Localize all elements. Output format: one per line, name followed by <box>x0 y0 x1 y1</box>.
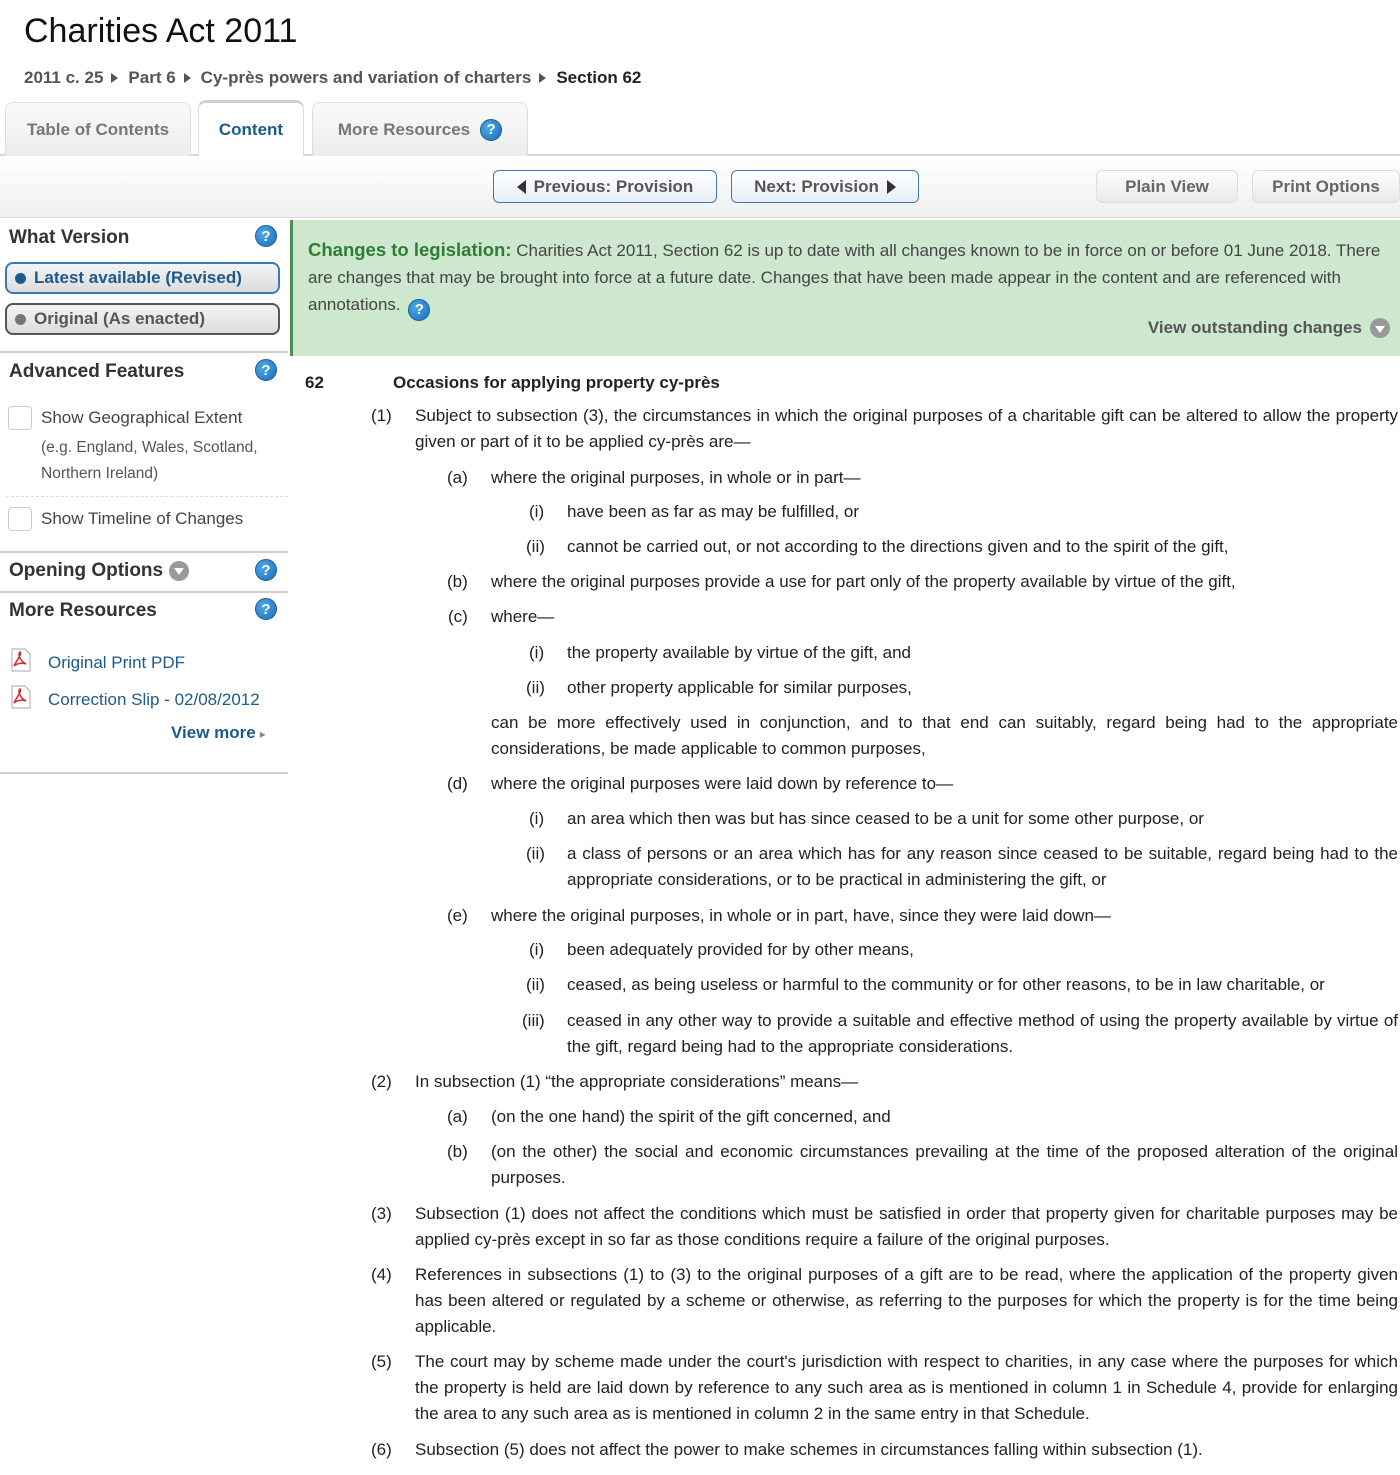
expand-arrow-icon[interactable] <box>169 561 189 581</box>
clause-text: Subsection (1) does not affect the conditions which must be satisfied in order that property given for charitable purposes may be applied cy-près except in so far as those conditions require a failure of the original purposes. <box>415 1204 1398 1249</box>
advanced-features-heading: Advanced Features <box>9 361 185 382</box>
original-version-button[interactable] <box>5 303 280 335</box>
latest-version-button[interactable] <box>5 262 280 294</box>
opening-options-label: Opening Options <box>9 560 164 581</box>
geographical-extent-example: (e.g. England, Wales, Scotland, <box>41 439 258 456</box>
clause-text: where the original purposes, in whole or in part— <box>491 468 861 487</box>
button-label: Previous: Provision <box>533 176 694 196</box>
selected-dot-icon <box>15 273 26 284</box>
changes-to-legislation-panel <box>290 220 1400 356</box>
clause-number: (i) <box>529 502 545 521</box>
clause-text: been adequately provided for by other means, <box>567 940 914 959</box>
clause-text: a class of persons or an area which has for any reason since ceased to be suitable, regard being had to the appropriate considerations, or to be practical in administering the gift, or <box>567 844 1398 889</box>
previous-provision-button[interactable] <box>493 170 717 203</box>
help-icon[interactable]: ? <box>480 119 502 141</box>
button-label: Next: Provision <box>754 176 879 196</box>
breadcrumb-item-section: Section 62 <box>556 68 642 87</box>
divider <box>0 772 288 774</box>
original-print-pdf-link[interactable]: Original Print PDF <box>48 653 185 672</box>
button-label: Plain View <box>1125 176 1209 196</box>
clause-text: ceased in any other way to provide a suitable and effective method of using the property available by virtue of the gift, regard being had to the appropriate considerations. <box>567 1011 1398 1056</box>
clause-number: (3) <box>371 1204 392 1223</box>
tab-label: Table of Contents <box>26 119 170 139</box>
help-icon[interactable]: ? <box>255 225 277 247</box>
breadcrumb-arrow-icon <box>111 73 118 83</box>
clause-text: References in subsections (1) to (3) to the original purposes of a gift are to be read, where the application of the property given has been altered or regulated by a scheme or otherwise, as referring to the purposes for which the property is for the time being applicable. <box>415 1265 1398 1336</box>
opening-options-heading[interactable] <box>9 560 189 582</box>
clause-number: (d) <box>447 774 468 793</box>
clause-number: (ii) <box>526 678 545 697</box>
clause-text: (on the other) the social and economic circumstances prevailing at the time of the proposed alteration of the original purposes. <box>491 1142 1398 1187</box>
divider <box>0 551 288 553</box>
clause-number: (a) <box>447 468 468 487</box>
tab-label: More Resources <box>337 119 471 139</box>
clause-number: (ii) <box>526 537 545 556</box>
chevron-right-icon <box>887 180 896 194</box>
divider <box>6 496 288 497</box>
what-version-heading: What Version <box>9 227 130 248</box>
clause-text: In subsection (1) “the appropriate considerations” means— <box>415 1072 859 1091</box>
tab-bar <box>0 102 1400 156</box>
breadcrumb-item-act[interactable]: 2011 c. 25 <box>24 68 104 87</box>
clause-number: (1) <box>371 406 392 425</box>
tab-content[interactable] <box>198 100 304 156</box>
expand-arrow-icon <box>1370 318 1390 338</box>
pdf-icon <box>10 648 32 672</box>
section-heading: Occasions for applying property cy-près <box>393 373 720 392</box>
tab-table-of-contents[interactable] <box>5 102 191 156</box>
correction-slip-link[interactable]: Correction Slip - 02/08/2012 <box>48 690 260 709</box>
clause-number: (b) <box>447 572 468 591</box>
help-icon[interactable]: ? <box>255 598 277 620</box>
clause-number: (ii) <box>526 844 545 863</box>
clause-number: (b) <box>447 1142 468 1161</box>
clause-text: The court may by scheme made under the court's jurisdiction with respect to charities, in any case where the purposes for which the property is held are laid down by reference to any such area as is mentioned in column 1 in Schedule 4, provide for enlarging the area to any such area as is mentioned in column 2 in the same entry in that Schedule. <box>415 1352 1398 1423</box>
clause-text: cannot be carried out, or not according to the directions given and to the spirit of the gift, <box>567 537 1229 556</box>
clause-text: where the original purposes were laid down by reference to— <box>491 774 954 793</box>
divider <box>0 591 288 593</box>
next-provision-button[interactable] <box>731 170 919 203</box>
tab-more-resources[interactable] <box>312 102 528 156</box>
clause-number: (i) <box>529 809 545 828</box>
breadcrumb-arrow-icon <box>184 73 191 83</box>
page-title: Charities Act 2011 <box>24 12 298 50</box>
dot-icon <box>15 314 26 325</box>
tab-label: Content <box>218 119 284 139</box>
help-icon[interactable]: ? <box>255 559 277 581</box>
toolbar <box>0 158 1400 218</box>
button-label: Print Options <box>1272 176 1380 196</box>
view-outstanding-changes-button[interactable] <box>1148 318 1390 338</box>
clause-text: have been as far as may be fulfilled, or <box>567 502 859 521</box>
clause-number: (2) <box>371 1072 392 1091</box>
geographical-extent-label: Show Geographical Extent <box>41 408 243 427</box>
clause-text: ceased, as being useless or harmful to the community or for other reasons, to be in law charitable, or <box>567 975 1325 994</box>
clause-text: other property applicable for similar purposes, <box>567 678 912 697</box>
clause-number: (e) <box>447 906 468 925</box>
help-icon[interactable]: ? <box>408 299 430 321</box>
clause-number: (4) <box>371 1265 392 1284</box>
button-label: Latest available (Revised) <box>34 268 242 287</box>
clause-text: an area which then was but has since ceased to be a unit for some other purpose, or <box>567 809 1204 828</box>
more-resources-heading: More Resources <box>9 600 157 621</box>
changes-text <box>308 236 1393 321</box>
clause-number: (6) <box>371 1440 392 1459</box>
view-outstanding-label: View outstanding changes <box>1147 318 1362 337</box>
divider <box>0 351 288 353</box>
clause-text: where the original purposes provide a use for part only of the property available by virtue of the gift, <box>491 572 1236 591</box>
help-icon[interactable]: ? <box>255 359 277 381</box>
view-more-link[interactable] <box>171 723 266 743</box>
view-more-label: View more <box>171 723 256 742</box>
geographical-extent-example-2: Northern Ireland) <box>41 465 159 482</box>
plain-view-button[interactable] <box>1096 170 1238 203</box>
clause-number: (iii) <box>522 1011 545 1030</box>
clause-number: (c) <box>448 607 468 626</box>
clause-text: the property available by virtue of the gift, and <box>567 643 911 662</box>
clause-text: Subject to subsection (3), the circumstances in which the original purposes of a charitable gift can be altered to allow the property given or part of it to be applied cy-près are— <box>415 406 1398 451</box>
chevron-left-icon <box>517 180 526 194</box>
clause-continuation-text: can be more effectively used in conjunction, and to that end can suitably, regard being had to the appropriate considerations, be made applicable to common purposes, <box>491 713 1398 758</box>
breadcrumb <box>24 68 641 88</box>
clause-text: where— <box>491 607 555 626</box>
geographical-extent-checkbox[interactable] <box>8 406 32 430</box>
breadcrumb-arrow-icon <box>539 73 546 83</box>
clause-number: (ii) <box>526 975 545 994</box>
clause-number: (i) <box>529 643 545 662</box>
clause-number: (a) <box>447 1107 468 1126</box>
timeline-label: Show Timeline of Changes <box>41 509 244 528</box>
clause-text: (on the one hand) the spirit of the gift concerned, and <box>491 1107 891 1126</box>
button-label: Original (As enacted) <box>34 309 205 328</box>
clause-text: where the original purposes, in whole or in part, have, since they were laid down— <box>491 906 1111 925</box>
timeline-checkbox[interactable] <box>8 507 32 531</box>
clause-number: (i) <box>529 940 545 959</box>
clause-number: (5) <box>371 1352 392 1371</box>
breadcrumb-item-part[interactable]: Part 6 <box>128 68 176 87</box>
changes-description: Charities Act 2011, Section 62 is up to date with all changes known to be in force on or before 01 June 2018. There are changes that may be brought into force at a future date. Changes that have been made appear in the content and are referenced with annotations. <box>308 241 1381 314</box>
clause-text: Subsection (5) does not affect the power to make schemes in circumstances falling within subsection (1). <box>415 1440 1203 1459</box>
pdf-icon <box>10 685 32 709</box>
print-options-button[interactable] <box>1252 170 1400 203</box>
chevron-right-icon: ▸ <box>259 727 266 741</box>
changes-label: Changes to legislation: <box>308 239 512 260</box>
section-number: 62 <box>305 373 324 392</box>
breadcrumb-item-chapter[interactable]: Cy-près powers and variation of charters <box>200 68 532 87</box>
